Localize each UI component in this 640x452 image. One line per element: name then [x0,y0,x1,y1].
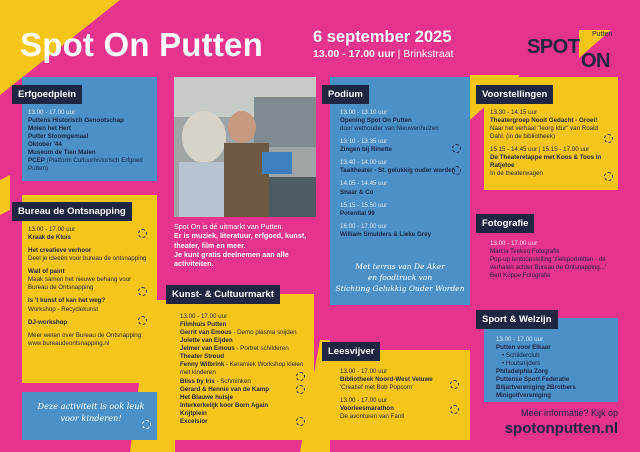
sport-item: • Schilderclub [502,352,540,360]
sport-body [496,336,614,401]
kids-sun-icon [604,172,613,181]
podium-item [340,180,466,196]
terras-line-3: Stichting Gelukkig Ouder Worden [335,283,465,293]
voorstelling-name: Theatergroep Nooit Gedacht - Groei! [490,117,598,125]
bureau-item-desc: Maak samen het nieuwe behang voor Bureau de Ontsnapping [28,276,132,292]
event-hours: 13.00 - 17.00 uur [313,48,395,60]
kunst-item [180,329,310,337]
kunst-item-name: Gerard & Hennie van de Kamp [180,385,270,393]
voorstelling-time: 13.30 - 14.15 uur [490,109,538,116]
intro-line-1: Spot On is dé uitmarkt van Putten. [174,222,284,231]
kids-sun-icon [138,287,147,296]
kunst-item-name: Filmhuis Putten [180,321,227,329]
podium-desc: door wethouder van Nieuwenhuizen [340,125,439,133]
kunst-item [180,337,310,345]
voorstelling-item [490,109,614,141]
pcep-name: PCEP [28,157,45,165]
podium-name: Potential 99 [340,209,375,217]
podium-body [340,109,466,244]
kids-sun-icon [452,166,461,175]
kids-sun-icon [452,144,461,153]
fotografie-title: Fotografie [476,214,534,233]
sport-list [496,344,614,400]
bureau-item-name: DJ-workshop [28,318,68,326]
voorstelling-item [490,146,614,178]
kids-sun-icon [296,372,305,381]
leesvijver-name: Bibliotheek Noord-West Veluwe [340,376,433,384]
fotografie-name-2: Bert Koppe Fotografie [490,272,551,280]
kids-sun-icon [450,405,459,414]
kunst-item [180,394,310,402]
fotografie-name: Marcia Teeken Fotografie [490,248,560,256]
time-separator: | [394,48,404,60]
bureau-item [28,226,152,242]
kids-sun-icon [604,134,613,143]
sport-item: Putten voor Elkaar [496,344,551,352]
bureau-body [28,226,152,348]
logo-word-spot: SPOT [527,36,580,58]
sport-time: 13.00 - 17.00 uur [496,336,544,343]
leesvijver-name: Voorleesmarathon [340,405,394,413]
bureau-item [28,247,152,263]
sport-item: Philadelphia Zorg [496,368,548,376]
kids-note-box [22,392,157,440]
kunst-item-name: Krijtplein [180,409,207,417]
bureau-item [28,268,152,292]
event-time [313,48,453,60]
more-info-text: Meer informatie? Kijk op [520,408,618,418]
kunst-item-name: Het Blauwe huisje [180,393,233,401]
leesvijver-desc: De avonturen van Fanti [340,413,405,421]
leesvijver-time: 13.00 - 17.00 uur [340,368,388,375]
kunst-item [180,361,310,377]
kunst-item-name: Theater Stroud [180,353,225,361]
podium-title: Podium [322,85,369,104]
photo-illustration [174,77,316,217]
podium-item [340,138,466,154]
kunst-body [180,313,310,426]
podium-time: 15.15 - 15.50 uur [340,201,388,209]
bureau-item [28,319,152,327]
erfgoedplein-body [28,109,154,174]
podium-name: Zingen bij Rinette [340,146,392,154]
erfgoed-line: Oktober '44 [28,141,62,149]
leesvijver-title: Leesvijver [322,342,380,361]
event-date: 6 september 2025 [313,28,452,46]
erfgoed-line: Putter Stoomgemaal [28,133,89,141]
bureau-item-name: Wall of paint [28,268,65,276]
leesvijver-body [340,368,466,426]
fotografie-body [490,240,614,280]
fotografie-time: 13.00 - 17.00 uur [490,240,538,247]
kunst-item [180,378,310,386]
podium-time: 13.10 - 13.35 uur [340,138,388,146]
voorstelling-name: De Theateretappe met Koos & Toos in Ratjetoe [490,154,602,170]
kunst-item [180,386,310,394]
kunst-item-name: Excelsior [180,417,208,425]
kunst-item-name: Gerrit van Emous [180,329,232,337]
kunst-item-desc: - Schminken [214,377,251,385]
podium-item [340,202,466,218]
market-photo [174,77,316,217]
sport-item: Biljartvereniging 2Brothers [496,384,576,392]
kids-sun-icon [296,417,305,426]
kunst-item-name: Bliss by Iris [180,377,215,385]
kunst-item-desc: - Keramiek Workshop kleien met kinderen [180,361,304,377]
sport-item: Puttense Sport Federatie [496,376,570,384]
bureau-item-name: Kraak de Kluis [28,234,71,242]
website-link[interactable]: spotonputten.nl [504,420,618,437]
voorstellingen-title: Voorstellingen [476,85,553,104]
podium-time: 16.00 - 17.00 uur [340,222,388,230]
event-location: Brinkstraat [403,48,454,60]
leesvijver-item [340,397,466,421]
bureau-item-desc: Deel je ideeën voor bureau de ontsnapping [28,255,147,263]
kunst-item-desc: - Demo plasma snijden [231,329,297,337]
voorstelling-time: 15.15 - 14.45 uur | 15.15 - 17.00 uur [490,146,590,154]
intro-line-2: Er is muziek, literatuur, erfgoed, kunst, theater, film en meer. [174,231,307,250]
kids-note: Deze activiteit is ook leuk voor kinderen! [37,401,145,423]
kids-sun-icon [138,229,147,238]
bureau-item-time: 13.00 - 17.00 uur [28,226,76,233]
podium-name: William Smulders & Lieke Grey [340,230,432,238]
kunst-list [180,321,310,426]
bureau-more: Meer weten over Bureau de Ontsnapping: [28,331,143,339]
erfgoedplein-title: Erfgoedplein [12,85,82,104]
voorstellingen-body [490,109,614,184]
bureau-url[interactable]: www.bureaudeontsnapping.nl [28,339,110,347]
sport-title: Sport & Welzijn [476,310,558,329]
leesvijver-desc: 'Creatief met Bob Popcorn' [340,384,414,392]
erfgoed-line: Puttens Historisch Genootschap [28,117,124,125]
podium-item [340,159,466,175]
intro-text [174,222,322,269]
page-title: Spot On Putten [20,26,263,63]
podium-time: 14.05 - 14.45 uur [340,180,388,188]
terras-line-1: Met terras van De Aker [355,262,445,271]
bureau-title: Bureau de Ontsnapping [12,202,132,221]
podium-item [340,223,466,239]
erfgoed-pcep [28,157,154,173]
kunst-item-name: Interkerkelijk koor Born Again [180,401,269,409]
kunst-time: 13.00 - 17.00 uur [180,313,228,320]
kids-sun-icon [450,380,459,389]
leesvijver-item [340,368,466,392]
erfgoed-line: Museum de Tien Malen [28,149,96,157]
fotografie-desc: Pop-up tentoonstelling 'zielsportretten - de verhalen achter Bureau de Ontsnapping...' [490,256,607,272]
kids-sun-icon [138,316,147,325]
kunst-item [180,321,310,329]
podium-name: Snaar & Co [340,188,374,196]
bureau-item-desc: Workshop - Recyclekunst [28,305,99,313]
podium-name: Taaltheater - St. gelukkig ouder worden [340,167,456,175]
kunst-item-name: Jelmer van Emous [180,345,235,353]
bureau-item-name: Is 't kunst of kan het weg? [28,297,106,305]
sport-item: Minigolfvereniging [496,392,551,400]
bureau-item [28,297,152,313]
intro-line-3: Je kunt gratis deelnemen aan alle activiteiten. [174,250,289,269]
kunst-item-desc: - Portret schilderen [234,345,289,353]
podium-name: Opening Spot On Putten [340,117,412,125]
leesvijver-time: 13.00 - 17.00 uur [340,397,388,405]
pcep-desc: (Platform Cultuurhistorisch Erfgoed Putten) [28,157,143,173]
kunst-item [180,345,310,353]
kunst-item [180,418,310,426]
kunst-item [180,402,310,410]
podium-item [340,109,466,133]
kids-sun-icon [296,385,305,394]
podium-time: 13.40 - 14.00 uur [340,159,388,167]
terras-line-2: en foodtruck van [367,272,433,282]
sport-item: • Houtsnijders [502,360,541,368]
logo-subtitle: Putten [592,31,613,38]
kunst-item-name: Fenny Wilbrink [180,361,225,369]
kunst-item [180,353,310,361]
kunst-item-name: Jolette van Eijden [180,337,233,345]
spot-on-logo [521,28,621,70]
terras-note [330,262,470,295]
podium-time: 13.00 - 13.10 uur [340,109,388,116]
kunst-title: Kunst- & Cultuurmarkt [166,285,280,304]
logo-word-on: ON [581,50,610,72]
kids-sun-icon [142,420,151,429]
bureau-item-name: Het creatieve verhoor [28,247,92,255]
kunst-item [180,410,310,418]
erfgoed-line: Molen het Hert [28,125,71,133]
erfgoedplein-time: 13.00 - 17.00 uur [28,109,76,116]
voorstelling-desc: In de theaterwagen [490,170,543,178]
voorstelling-desc: Naar het verhaal "Ieorg Idur" van Roald Dahl. (in de bibliotheek) [490,125,598,141]
